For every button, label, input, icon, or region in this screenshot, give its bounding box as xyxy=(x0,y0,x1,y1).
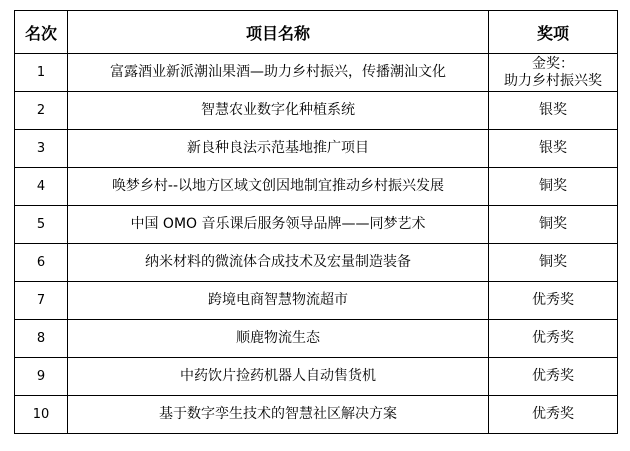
table-row xyxy=(15,244,618,282)
header-award: 奖项 xyxy=(489,11,618,54)
project-name-cell: 富露酒业新派潮汕果酒—助力乡村振兴，传播潮汕文化 xyxy=(68,54,489,92)
award-text: 优秀奖 xyxy=(532,330,574,346)
project-name-cell: 唤梦乡村--以地方区域文创因地制宜推动乡村振兴发展 xyxy=(68,168,489,206)
award-cell xyxy=(489,358,618,396)
table-row xyxy=(15,54,618,92)
awards-table xyxy=(14,10,618,434)
project-name-cell: 顺鹿物流生态 xyxy=(68,320,489,358)
table-row xyxy=(15,206,618,244)
project-name-cell: 中药饮片捡药机器人自动售货机 xyxy=(68,358,489,396)
award-text: 铜奖 xyxy=(539,178,567,194)
award-text: 金奖： xyxy=(532,55,574,72)
rank-cell: 6 xyxy=(15,244,68,282)
project-name-cell: 新良种良法示范基地推广项目 xyxy=(68,130,489,168)
award-cell xyxy=(489,54,618,92)
header-row xyxy=(15,11,618,54)
award-text: 铜奖 xyxy=(539,254,567,270)
award-cell xyxy=(489,130,618,168)
project-name-cell: 智慧农业数字化种植系统 xyxy=(68,92,489,130)
award-text: 优秀奖 xyxy=(532,406,574,422)
award-cell xyxy=(489,320,618,358)
rank-cell: 7 xyxy=(15,282,68,320)
rank-cell: 2 xyxy=(15,92,68,130)
award-text: 优秀奖 xyxy=(532,292,574,308)
award-cell xyxy=(489,92,618,130)
award-text: 银奖 xyxy=(539,140,567,156)
rank-cell: 8 xyxy=(15,320,68,358)
header-rank: 名次 xyxy=(15,11,68,54)
rank-cell: 5 xyxy=(15,206,68,244)
table-row xyxy=(15,320,618,358)
award-text: 助力乡村振兴奖 xyxy=(504,72,602,89)
table-row xyxy=(15,282,618,320)
rank-cell: 9 xyxy=(15,358,68,396)
award-cell xyxy=(489,168,618,206)
table-row xyxy=(15,130,618,168)
award-cell xyxy=(489,396,618,434)
project-name-cell: 纳米材料的微流体合成技术及宏量制造装备 xyxy=(68,244,489,282)
project-name-cell: 跨境电商智慧物流超市 xyxy=(68,282,489,320)
table-row xyxy=(15,396,618,434)
table-row xyxy=(15,92,618,130)
project-name-cell: 中国 OMO 音乐课后服务领导品牌——同梦艺术 xyxy=(68,206,489,244)
table-row xyxy=(15,168,618,206)
rank-cell: 4 xyxy=(15,168,68,206)
award-cell xyxy=(489,282,618,320)
project-name-cell: 基于数字孪生技术的智慧社区解决方案 xyxy=(68,396,489,434)
award-text: 优秀奖 xyxy=(532,368,574,384)
rank-cell: 10 xyxy=(15,396,68,434)
rank-cell: 3 xyxy=(15,130,68,168)
header-project-name: 项目名称 xyxy=(68,11,489,54)
rank-cell: 1 xyxy=(15,54,68,92)
table-row xyxy=(15,358,618,396)
table-body xyxy=(15,54,618,434)
award-text: 银奖 xyxy=(539,102,567,118)
award-text: 铜奖 xyxy=(539,216,567,232)
awards-table-container xyxy=(14,10,617,434)
award-cell xyxy=(489,244,618,282)
award-cell xyxy=(489,206,618,244)
